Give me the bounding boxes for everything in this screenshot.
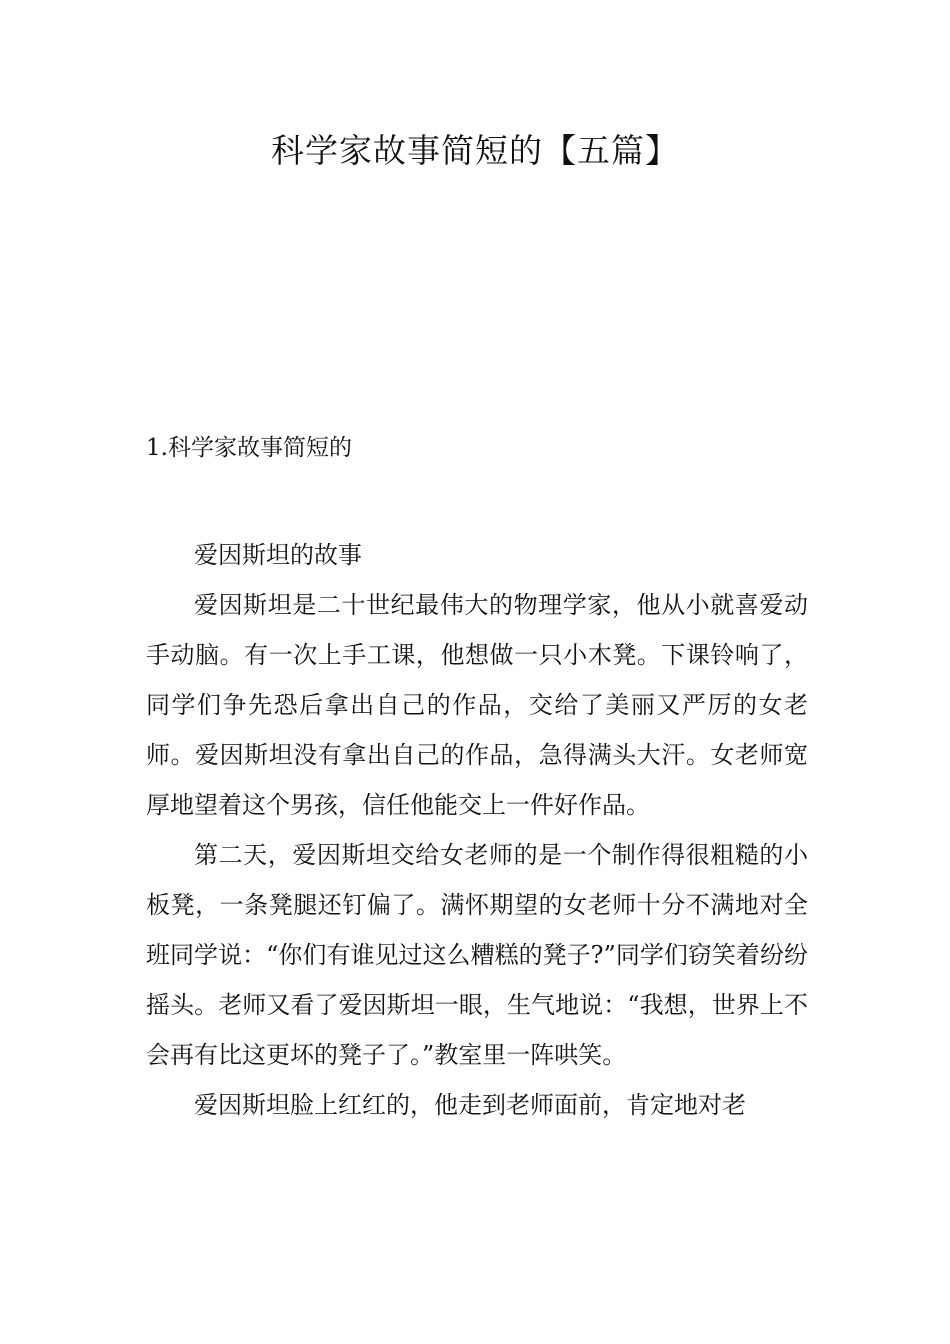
section-heading: 1.科学家故事简短的 [146, 435, 352, 461]
story-body [146, 530, 808, 1130]
paragraph: 爱因斯坦脸上红红的，他走到老师面前，肯定地对老 [194, 1091, 746, 1119]
paragraph: 爱因斯坦是二十世纪最伟大的物理学家，他从小就喜爱动手动脑。有一次上手工课，他想做一只小木凳。下课铃响了，同学们争先恐后拿出自己的作品，交给了美丽又严厉的女老师。爱因斯坦没有拿出自己的作品，急得满头大汗。女老师宽厚地望着这个男孩，信任他能交上一件好作品。 [146, 591, 808, 819]
story-title: 爱因斯坦的故事 [194, 541, 362, 569]
paragraph: 第二天，爱因斯坦交给女老师的是一个制作得很粗糙的小板凳，一条凳腿还钉偏了。满怀期望的女老师十分不满地对全班同学说：“你们有谁见过这么糟糕的凳子?”同学们窃笑着纷纷摇头。老师又看了爱因斯坦一眼，生气地说：“我想，世界上不会再有比这更坏的凳子了。”教室里一阵哄笑。 [146, 841, 808, 1069]
document-title: 科学家故事简短的【五篇】 [271, 131, 679, 170]
